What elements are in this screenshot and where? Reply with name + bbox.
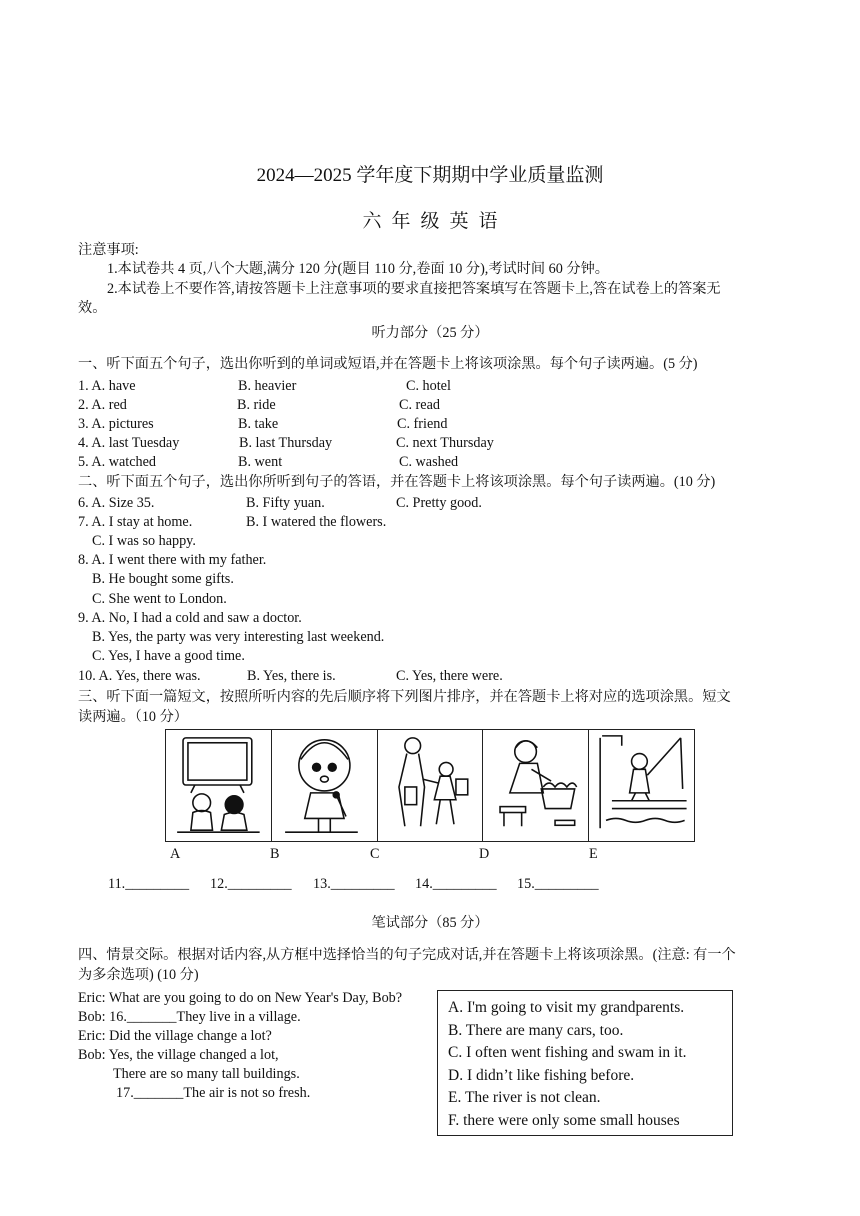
q3-a: 3. A. pictures	[78, 416, 154, 432]
q6-c: C. Pretty good.	[396, 495, 482, 511]
option-c: C. I often went fishing and swam in it.	[448, 1044, 687, 1061]
answer-blank-15: 15._________	[517, 876, 599, 892]
option-d: D. I didn’t like fishing before.	[448, 1066, 635, 1084]
option-box	[437, 990, 733, 1136]
q6-b: B. Fifty yuan.	[246, 495, 325, 511]
q10-b: B. Yes, there is.	[247, 668, 336, 684]
option-e: E. The river is not clean.	[448, 1089, 601, 1106]
q1-c: C. hotel	[406, 378, 451, 394]
answer-blank-12: 12._________	[210, 876, 292, 892]
picture-label-a: A	[170, 846, 181, 862]
answer-blank-13: 13._________	[313, 876, 395, 892]
part4-instruction: 四、情景交际。根据对话内容,从方框中选择恰当的句子完成对话,并在答题卡上将该项涂黑。(注意: 有一个	[78, 947, 736, 963]
part3-instruction-cont: 读两遍。（10 分）	[78, 709, 188, 725]
dialog-line-6: 17._______The air is not so fresh.	[116, 1085, 311, 1101]
option-b: B. There are many cars, too.	[448, 1021, 624, 1039]
part4-instruction-cont: 为多余选项) (10 分)	[78, 967, 199, 983]
q2-c: C. read	[399, 397, 440, 413]
note-2: 2.本试卷上不要作答,请按答题卡上注意事项的要求直接把答案填写在答题卡上,答在试卷上的答案无	[107, 281, 721, 297]
written-heading: 笔试部分（85 分）	[371, 915, 489, 931]
q1-b: B. heavier	[238, 378, 297, 394]
note-2-cont: 效。	[78, 300, 107, 316]
picture-label-b: B	[270, 846, 280, 862]
q9-a: 9. A. No, I had a cold and saw a doctor.	[78, 610, 302, 626]
picture-a-watching-tv	[166, 730, 272, 841]
q9-b: B. Yes, the party was very interesting last weekend.	[92, 629, 385, 645]
q8-b: B. He bought some gifts.	[92, 571, 234, 587]
q4-b: B. last Thursday	[239, 435, 333, 451]
q7-b: B. I watered the flowers.	[246, 514, 387, 530]
part1-instruction: 一、听下面五个句子，选出你听到的单词或短语,并在答题卡上将该项涂黑。每个句子读两遍。(5 分)	[78, 356, 698, 372]
picture-strip	[165, 729, 695, 842]
q5-b: B. went	[238, 454, 283, 470]
q9-c: C. Yes, I have a good time.	[92, 648, 245, 664]
q3-c: C. friend	[397, 416, 448, 432]
answer-blank-14: 14._________	[415, 876, 497, 892]
q1-a: 1. A. have	[78, 378, 136, 394]
q8-a: 8. A. I went there with my father.	[78, 552, 267, 568]
q6-a: 6. A. Size 35.	[78, 495, 155, 511]
q5-c: C. washed	[399, 454, 459, 470]
dialog-line-1: Eric: What are you going to do on New Year's Day, Bob?	[78, 990, 403, 1006]
option-f: F. there were only some small houses	[448, 1111, 680, 1129]
q5-a: 5. A. watched	[78, 454, 157, 470]
q4-c: C. next Thursday	[396, 435, 494, 451]
q10-a: 10. A. Yes, there was.	[78, 668, 201, 684]
q2-a: 2. A. red	[78, 397, 127, 413]
q3-b: B. take	[238, 416, 279, 432]
q2-b: B. ride	[237, 397, 276, 413]
listening-heading: 听力部分（25 分）	[371, 325, 489, 341]
picture-label-c: C	[370, 846, 380, 862]
dialog-line-2: Bob: 16._______They live in a village.	[78, 1009, 301, 1025]
exam-title: 2024—2025 学年度下期期中学业质量监测	[256, 165, 604, 186]
q10-c: C. Yes, there were.	[396, 668, 503, 684]
part3-instruction: 三、听下面一篇短文，按照所听内容的先后顺序将下列图片排序，并在答题卡上将对应的选项涂黑。短文	[78, 689, 731, 705]
picture-d-washing-clothes	[483, 730, 589, 841]
picture-c-shopping	[378, 730, 484, 841]
part2-instruction: 二、听下面五个句子，选出你所听到句子的答语，并在答题卡上将该项涂黑。每个句子读两遍。(10 分)	[78, 474, 716, 490]
picture-e-fishing	[589, 730, 694, 841]
dialog-line-4: Bob: Yes, the village changed a lot,	[78, 1047, 279, 1063]
exam-subject: 六年级英语	[362, 211, 508, 232]
dialog-line-5: There are so many tall buildings.	[113, 1066, 300, 1082]
q7-c: C. I was so happy.	[92, 533, 196, 549]
q4-a: 4. A. last Tuesday	[78, 435, 180, 451]
picture-label-e: E	[589, 846, 598, 862]
option-a: A. I'm going to visit my grandparents.	[448, 999, 685, 1016]
q8-c: C. She went to London.	[92, 591, 227, 607]
answer-blank-11: 11._________	[108, 876, 190, 892]
picture-label-d: D	[479, 846, 490, 862]
dialog-line-3: Eric: Did the village change a lot?	[78, 1028, 272, 1044]
picture-b-girl-singing	[272, 730, 378, 841]
q7-a: 7. A. I stay at home.	[78, 514, 193, 530]
note-1: 1.本试卷共 4 页,八个大题,满分 120 分(题目 110 分,卷面 10 分),考试时间 60 分钟。	[107, 261, 609, 277]
notes-label: 注意事项:	[78, 242, 139, 258]
